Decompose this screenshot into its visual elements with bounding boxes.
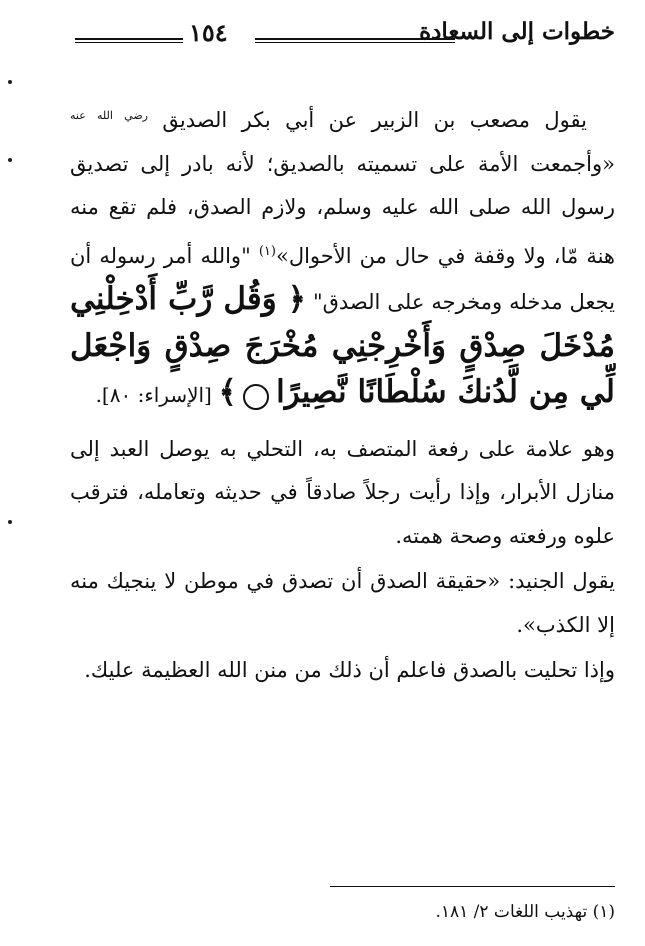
margin-mark — [8, 158, 12, 162]
page-header — [70, 18, 615, 54]
quotation: «وأجمعت الأمة على تسميته بالصديق؛ لأنه بادر إلى تصديق رسول الله صلى الله عليه وسلم، ولازم الصدق، فلم تقع منه هنة مّا، ولا وقفة في حال من الأحوال» — [70, 151, 615, 268]
margin-mark — [8, 80, 12, 84]
page-number: ١٥٤ — [189, 18, 228, 47]
verse-close-bracket: ﴾ — [218, 374, 237, 410]
footnote-separator — [330, 886, 615, 887]
body-text — [70, 94, 615, 693]
footnote: (١) تهذيب اللغات ٢/ ١٨١. — [435, 902, 615, 922]
verse-citation: [الإسراء: ٨٠]. — [95, 383, 212, 407]
paragraph-abu-bakr — [70, 94, 615, 418]
running-title: خطوات إلى السعادة — [419, 18, 615, 45]
footnote-reference[interactable]: (١) — [258, 243, 276, 259]
verse-end-mark-icon — [243, 384, 269, 410]
header-rule-right — [255, 38, 455, 40]
paragraph-text: "والله أمر رسوله أن يجعل مدخله ومخرجه على الصدق" — [70, 243, 615, 314]
header-rule-left — [75, 38, 183, 40]
quran-verse: ﴿ وَقُل رَّبِّ أَدْخِلْنِي مُدْخَلَ صِدْقٍ وَأَخْرِجْنِي مُخْرَجَ صِدْقٍ وَاجْعَل لِّي مِن لَّدُنكَ سُلْطَانًا نَّصِيرًا — [70, 281, 615, 410]
paragraph-junayd-quote: يقول الجنيد: «حقيقة الصدق أن تصدق في موطن لا ينجيك منه إلا الكذب». — [70, 569, 615, 637]
paragraph-conclusion: وإذا تحليت بالصدق فاعلم أن ذلك من منن الله العظيمة عليك. — [84, 658, 615, 682]
paragraph-text: يقول مصعب بن الزبير عن أبي بكر الصديق — [162, 108, 587, 132]
paragraph-honesty-sign: وهو علامة على رفعة المتصف به، التحلي به يوصل العبد إلى منازل الأبرار، وإذا رأيت رجلاً صادقاً في حديثه وتعامله، فترقب علوه ورفعته وصحة همته. — [70, 436, 615, 548]
margin-mark — [8, 520, 12, 524]
honorific-symbol: رضي الله عنه — [70, 109, 148, 122]
